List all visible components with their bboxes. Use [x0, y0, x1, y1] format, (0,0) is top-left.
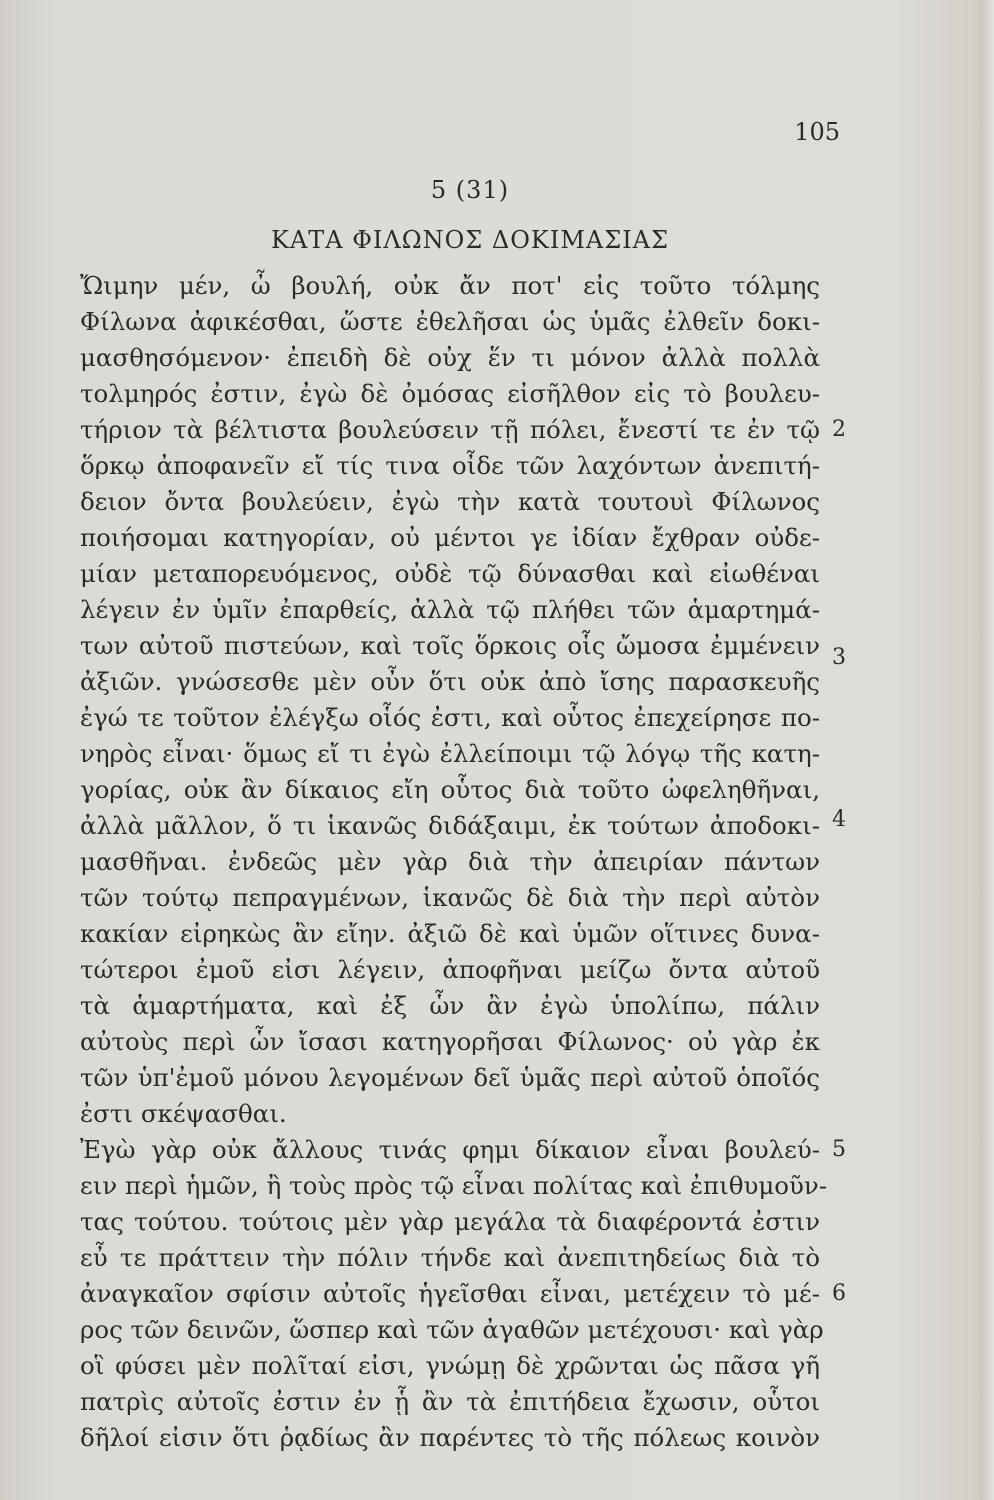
text-line: τολμηρός ἐστιν, ἐγὼ δὲ ὀμόσας εἰσῆλθον εἰς τὸ βουλευ-	[80, 379, 820, 408]
text-line: αὐτοὺς περὶ ὧν ἴσασι κατηγορῆσαι Φίλωνος· οὐ γὰρ ἐκ	[80, 1027, 820, 1056]
text-line: τῶν ὑπ'ἐμοῦ μόνου λεγομένων δεῖ ὑμᾶς περὶ αὐτοῦ ὁποῖός	[80, 1063, 820, 1092]
text-line: ἐγώ τε τοῦτον ἐλέγξω οἷός ἐστι, καὶ οὗτος ἐπεχείρησε πο-	[80, 703, 820, 732]
section-marker-5: 5	[832, 1137, 846, 1162]
text-line: των αὐτοῦ πιστεύων, καὶ τοῖς ὅρκοις οἷς ὤμοσα ἐμμένειν	[80, 631, 820, 660]
page-edge	[980, 0, 994, 1500]
text-line: Φίλωνα ἀφικέσθαι, ὥστε ἐθελῆσαι ὡς ὑμᾶς ἐλθεῖν δοκι-	[80, 307, 820, 336]
text-line: δῆλοί εἰσιν ὅτι ῥᾳδίως ἂν παρέντες τὸ τῆς πόλεως κοινὸν	[80, 1423, 820, 1452]
section-marker-4: 4	[832, 807, 846, 832]
text-line: τῶν τούτῳ πεπραγμένων, ἱκανῶς δὲ διὰ τὴν περὶ αὐτὸν	[80, 883, 820, 912]
text-line: τας τούτου. τούτοις μὲν γὰρ μεγάλα τὰ διαφέροντά ἐστιν	[80, 1207, 820, 1236]
text-line: Ἐγὼ γὰρ οὐκ ἄλλους τινάς φημι δίκαιον εἶναι βουλεύ-	[80, 1135, 820, 1164]
section-number: 5 (31)	[430, 176, 510, 204]
text-line: τήριον τὰ βέλτιστα βουλεύσειν τῇ πόλει, ἔνεστί τε ἐν τῷ	[80, 415, 820, 444]
text-line: κακίαν εἰρηκὼς ἂν εἴην. ἀξιῶ δὲ καὶ ὑμῶν οἵτινες δυνα-	[80, 919, 820, 948]
text-line: εὖ τε πράττειν τὴν πόλιν τήνδε καὶ ἀνεπιτηδείως διὰ τὸ	[80, 1243, 820, 1272]
text-line: πατρὶς αὐτοῖς ἐστιν ἐν ᾗ ἂν τὰ ἐπιτήδεια ἔχωσιν, οὗτοι	[80, 1387, 820, 1416]
text-line: γορίας, οὐκ ἂν δίκαιος εἴη οὗτος διὰ τοῦτο ὠφεληθῆναι,	[80, 775, 820, 804]
text-line: νηρὸς εἶναι· ὅμως εἴ τι ἐγὼ ἐλλείποιμι τῷ λόγῳ τῆς κατη-	[80, 739, 820, 768]
text-line: ειν περὶ ἡμῶν, ἢ τοὺς πρὸς τῷ εἶναι πολίτας καὶ ἐπιθυμοῦν-	[80, 1171, 828, 1200]
text-line: ἐστι σκέψασθαι.	[80, 1099, 287, 1128]
text-line: ἀξιῶν. γνώσεσθε μὲν οὖν ὅτι οὐκ ἀπὸ ἴσης παρασκευῆς	[80, 667, 820, 696]
text-line: ποιήσομαι κατηγορίαν, οὐ μέντοι γε ἰδίαν ἔχθραν οὐδε-	[80, 523, 820, 552]
section-marker-3: 3	[832, 645, 846, 670]
text-line: οἳ φύσει μὲν πολῖταί εἰσι, γνώμῃ δὲ χρῶνται ὡς πᾶσα γῆ	[80, 1351, 820, 1380]
text-line: τὰ ἁμαρτήματα, καὶ ἐξ ὧν ἂν ἐγὼ ὑπολίπω, πάλιν	[80, 991, 820, 1020]
text-line: ἀλλὰ μᾶλλον, ὅ τι ἱκανῶς διδάξαιμι, ἐκ τούτων ἀποδοκι-	[80, 811, 820, 840]
text-line: Ὤιμην μέν, ὦ βουλή, οὐκ ἄν ποτ' εἰς τοῦτο τόλμης	[80, 271, 820, 300]
text-line: μίαν μεταπορευόμενος, οὐδὲ τῷ δύνασθαι καὶ εἰωθέναι	[80, 559, 820, 588]
text-line: μασθησόμενον· ἐπειδὴ δὲ οὐχ ἕν τι μόνον ἀλλὰ πολλὰ	[80, 343, 820, 372]
page-number: 105	[794, 118, 840, 146]
text-line: τώτεροι ἐμοῦ εἰσι λέγειν, ἀποφῆναι μείζω ὄντα αὐτοῦ	[80, 955, 820, 984]
text-line: λέγειν ἐν ὑμῖν ἐπαρθείς, ἀλλὰ τῷ πλήθει τῶν ἁμαρτημά-	[80, 595, 820, 624]
section-marker-2: 2	[832, 417, 846, 442]
text-line: ὅρκῳ ἀποφανεῖν εἴ τίς τινα οἶδε τῶν λαχόντων ἀνεπιτή-	[80, 451, 820, 480]
speech-title: ΚΑΤΑ ΦΙΛΩΝΟΣ ΔΟΚΙΜΑΣΙΑΣ	[271, 226, 669, 254]
text-line: ρος τῶν δεινῶν, ὥσπερ καὶ τῶν ἀγαθῶν μετέχουσι· καὶ γὰρ	[80, 1315, 824, 1344]
text-line: ἀναγκαῖον σφίσιν αὐτοῖς ἡγεῖσθαι εἶναι, μετέχειν τὸ μέ-	[80, 1279, 820, 1308]
text-line: μασθῆναι. ἐνδεῶς μὲν γὰρ διὰ τὴν ἀπειρίαν πάντων	[80, 847, 820, 876]
section-marker-6: 6	[832, 1281, 846, 1306]
text-line: δειον ὄντα βουλεύειν, ἐγὼ τὴν κατὰ τουτουὶ Φίλωνος	[80, 487, 820, 516]
